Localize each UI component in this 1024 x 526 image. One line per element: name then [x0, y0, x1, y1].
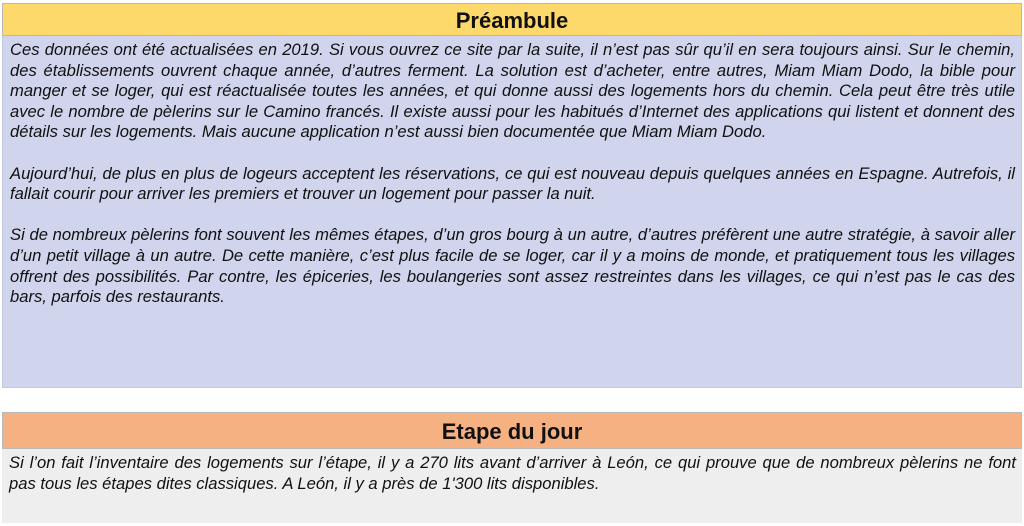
- etape-body: [2, 449, 1022, 523]
- preambule-section: [2, 3, 1022, 388]
- etape-section: [2, 412, 1022, 523]
- preambule-paragraph-2: Aujourd’hui, de plus en plus de logeurs acceptent les réservations, ce qui est nouveau depuis quelques années en Espagne. Autrefois, il fallait courir pour arriver les premiers et trouver un logement pour passer la nuit.: [10, 163, 1015, 204]
- preambule-paragraph-1: Ces données ont été actualisées en 2019. Si vous ouvrez ce site par la suite, il n’est pas sûr qu’il en sera toujours ainsi. Sur le chemin, des établissements ouvrent chaque année, d’autres ferment. La solution est d’acheter, entre autres, Miam Miam Dodo, la bible pour manger et se loger, qui est réactualisée toutes les années, et qui donne aussi des logements hors du chemin. Cela peut être très utile avec le nombre de pèlerins sur le Camino francés. Il existe aussi pour les habitués d’Internet des applications qui listent et donnent des détails sur les logements. Mais aucune application n’est aussi bien documentée que Miam Miam Dodo.: [10, 40, 1015, 142]
- preambule-paragraph-3: Si de nombreux pèlerins font souvent les mêmes étapes, d’un gros bourg à un autre, d’autres préfèrent une autre stratégie, à savoir aller d’un petit village à un autre. De cette manière, c’est plus facile de se loger, car il y a moins de monde, et pratiquement tous les villages offrent des possibilités. Par contre, les épiceries, les boulangeries sont assez restreintes dans les villages, ce qui n’est pas le cas des bars, parfois des restaurants.: [10, 225, 1015, 307]
- etape-title: Etape du jour: [2, 412, 1022, 449]
- etape-paragraph-1: Si l’on fait l’inventaire des logements sur l’étape, il y a 270 lits avant d’arriver à León, ce qui prouve que de nombreux pèlerins ne font pas tous les étapes dites classiques. A León, il y a près de 1'300 lits disponibles.: [9, 453, 1016, 493]
- preambule-title: Préambule: [2, 3, 1022, 36]
- preambule-body: [2, 36, 1022, 388]
